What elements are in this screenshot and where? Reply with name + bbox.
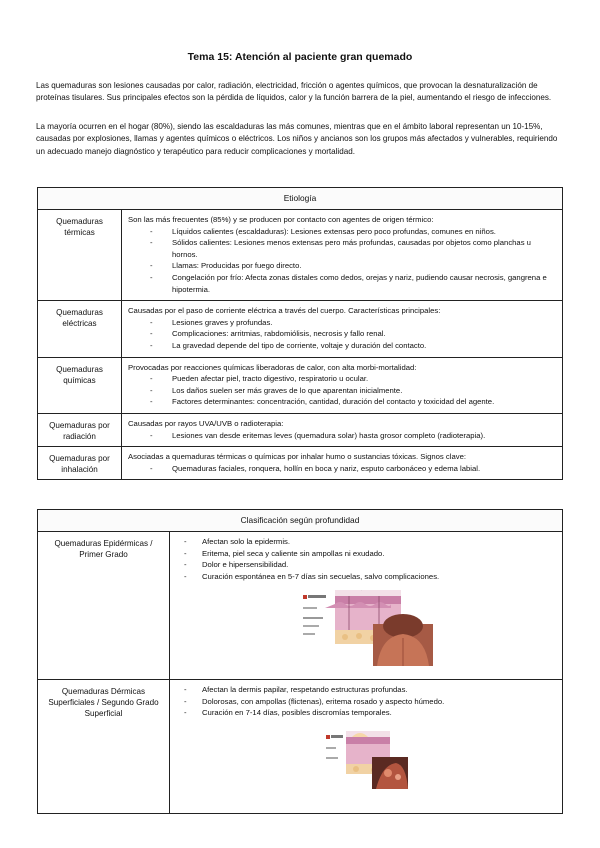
table-row bbox=[38, 532, 563, 680]
list-item: - Llamas: Producidas por fuego directo. bbox=[128, 260, 556, 272]
intro-paragraph-1: Las quemaduras son lesiones causadas por calor, radiación, electricidad, fricción o agentes químicos, que provocan la desnaturalización de proteínas tisulares. Sus principales efectos son la pérdida de líquidos, calor y la función barrera de la piel, aumentando el riesgo de infecciones. bbox=[36, 81, 552, 103]
row-text: Provocadas por reacciones químicas liberadoras de calor, con alta morbi-mortalidad: bbox=[128, 362, 417, 372]
classification-table bbox=[37, 509, 563, 814]
list-item: - La gravedad depende del tipo de corriente, voltaje y duración del contacto. bbox=[128, 340, 556, 352]
row-text: Asociadas a quemaduras térmicas o químicas por inhalar humo o sustancias tóxicas. Signos clave: bbox=[128, 452, 466, 462]
first-degree-figure bbox=[180, 590, 556, 666]
list-item: - Dolorosas, con ampollas (flictenas), eritema rosado y aspecto húmedo. bbox=[180, 696, 556, 708]
list-item: - Congelación por frío: Afecta zonas distales como dedos, orejas y nariz, pudiendo causar necrosis, gangrena e hipotermia. bbox=[128, 272, 556, 295]
bullet-list bbox=[128, 226, 556, 296]
list-item: - Lesiones graves y profundas. bbox=[128, 317, 556, 329]
list-item: - Dolor e hipersensibilidad. bbox=[180, 559, 556, 571]
bullet-list bbox=[128, 373, 556, 408]
row-label: Quemaduras por radiación bbox=[38, 413, 122, 446]
list-item: - Afectan la dermis papilar, respetando estructuras profundas. bbox=[180, 684, 556, 696]
list-item: - Pueden afectar piel, tracto digestivo, respiratorio u ocular. bbox=[128, 373, 556, 385]
row-text: Son las más frecuentes (85%) y se producen por contacto con agentes de origen térmico: bbox=[128, 215, 434, 224]
skin-layers-illustration-icon bbox=[301, 590, 436, 666]
bullet-list bbox=[128, 317, 556, 352]
row-content bbox=[122, 210, 563, 301]
row-text: Causadas por rayos UVA/UVB o radioterapia: bbox=[128, 418, 284, 428]
row-text: Causadas por el paso de corriente eléctrica a través del cuerpo. Características principales: bbox=[128, 306, 441, 316]
row-content bbox=[170, 680, 563, 814]
list-item: - Curación espontánea en 5-7 días sin secuelas, salvo complicaciones. bbox=[180, 571, 556, 583]
classification-header: Clasificación según profundidad bbox=[38, 510, 563, 532]
row-content bbox=[170, 532, 563, 680]
bullet-list bbox=[128, 463, 556, 475]
table-row bbox=[38, 413, 563, 446]
list-item: - Sólidos calientes: Lesiones menos extensas pero más profundas, causadas por objetos como planchas u hornos. bbox=[128, 237, 556, 260]
intro-paragraph-2: La mayoría ocurren en el hogar (80%), siendo las escaldaduras las más comunes, mientras que en el ámbito laboral representan un 10-15%, causadas por explosiones, llamas y agentes químicos o eléctricos. Los niños y ancianos son los grupos más afectados y vulnerables, requiriendo un adecuado manejo diagnóstico y terapéutico para reducir complicaciones y mortalidad. bbox=[36, 122, 558, 156]
list-item: - Eritema, piel seca y caliente sin ampollas ni exudado. bbox=[180, 548, 556, 560]
etiology-header: Etiología bbox=[38, 188, 563, 210]
etiology-table bbox=[37, 187, 563, 480]
row-label: Quemaduras térmicas bbox=[38, 210, 122, 301]
bullet-list bbox=[128, 430, 556, 442]
page-title: Tema 15: Atención al paciente gran quemado bbox=[187, 51, 413, 63]
row-label: Quemaduras por inhalación bbox=[38, 447, 122, 480]
bullet-list bbox=[180, 684, 556, 719]
list-item: - Factores determinantes: concentración, cantidad, duración del contacto y toxicidad del agente. bbox=[128, 396, 556, 408]
row-content bbox=[122, 301, 563, 357]
row-content bbox=[122, 447, 563, 480]
table-row bbox=[38, 680, 563, 814]
table-row bbox=[38, 301, 563, 357]
row-label: Quemaduras químicas bbox=[38, 357, 122, 413]
row-label: Quemaduras Epidérmicas / Primer Grado bbox=[38, 532, 170, 680]
list-item: - Curación en 7-14 días, posibles discromías temporales. bbox=[180, 707, 556, 719]
second-degree-figure bbox=[180, 729, 556, 789]
list-item: - Complicaciones: arritmias, rabdomiólisis, necrosis y fallo renal. bbox=[128, 328, 556, 340]
table-row bbox=[38, 447, 563, 480]
list-item: - Líquidos calientes (escaldaduras): Lesiones extensas pero poco profundas, comunes en niños. bbox=[128, 226, 556, 238]
list-item: - Quemaduras faciales, ronquera, hollín en boca y nariz, esputo carbonáceo y edema labial. bbox=[128, 463, 556, 475]
row-content bbox=[122, 357, 563, 413]
row-label: Quemaduras eléctricas bbox=[38, 301, 122, 357]
list-item: - Afectan solo la epidermis. bbox=[180, 536, 556, 548]
row-content bbox=[122, 413, 563, 446]
list-item: - Lesiones van desde eritemas leves (quemadura solar) hasta grosor completo (radioterapia). bbox=[128, 430, 556, 442]
list-item: - Los daños suelen ser más graves de lo que aparentan inicialmente. bbox=[128, 385, 556, 397]
table-row bbox=[38, 357, 563, 413]
skin-blister-illustration-icon bbox=[326, 729, 410, 789]
row-label: Quemaduras Dérmicas Superficiales / Segundo Grado Superficial bbox=[38, 680, 170, 814]
bullet-list bbox=[180, 536, 556, 582]
table-row bbox=[38, 210, 563, 301]
